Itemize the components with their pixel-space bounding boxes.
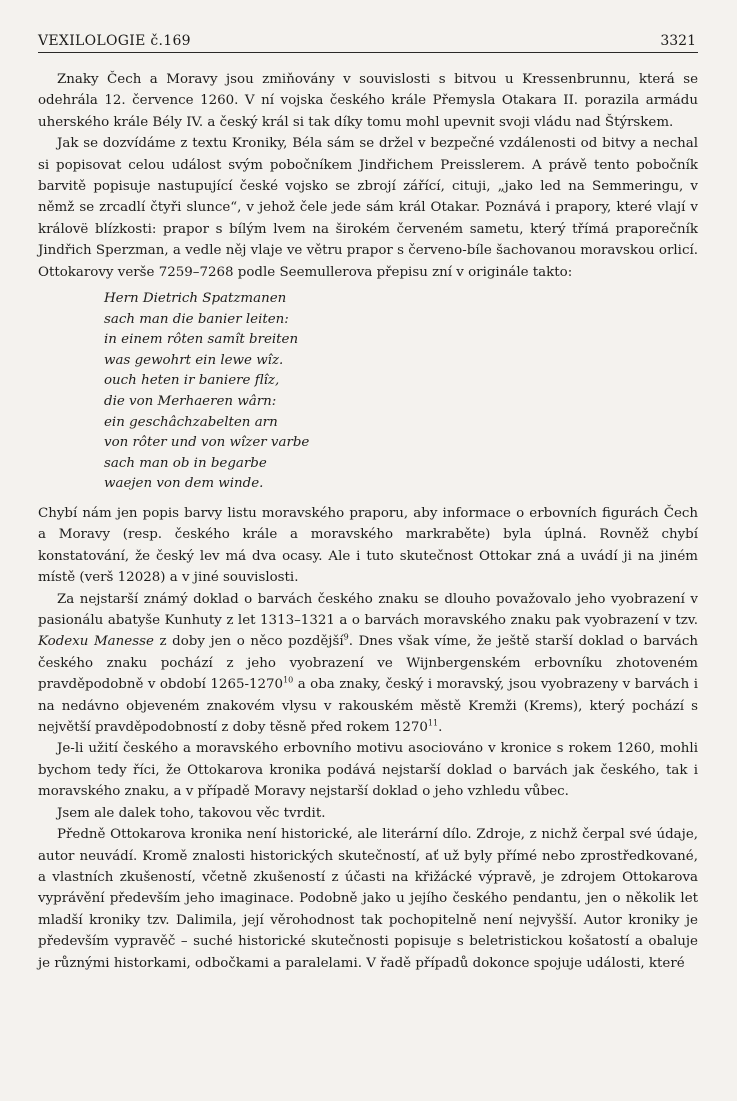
article-body (38, 69, 698, 974)
footnote-ref: 11 (427, 718, 439, 728)
paragraph-4-text: . Dnes však víme, že ještě starší doklad o barvách českého znaku pochází z jeho vyobrazení ve Wijnbergenském erbovníku zhotoveném pravděpodobně v období 1265-1270 (38, 634, 698, 693)
journal-title: VEXILOLOGIE č.169 (38, 33, 191, 49)
paragraph-7: Předně Ottokarova kronika není historické, ale literární dílo. Zdroje, z nichž čerpal své údaje, autor neuvádí. Kromě znalosti historických skutečností, ať už byly přímé nebo zprostředkované, a vlastních zkušeností, včetně zkušeností z účasti na křižácké výpravě, je zdrojem Ottokarova vyprávění především jeho imaginace. Podobně jako u jejího českého pendantu, jen o několik let mladší kroniky tzv. Dalimila, její věrohodnost tak pochopitelně není nejvyšší. Autor kroniky je především vypravěč – suché historické skutečnosti popisuje s beletristickou košatostí a obaluje je různými historkami, odbočkami a paralelami. V řadě případů dokonce spojuje události, které (38, 827, 698, 971)
footnote-ref: 10 (283, 675, 294, 685)
page-number: 3321 (660, 33, 696, 49)
verse-line: Hern Dietrich Spatzmanen (104, 291, 287, 307)
paragraph-4-text: z doby jen o něco pozdější (153, 634, 344, 650)
paragraph-4 (38, 589, 698, 739)
verse-line: ein geschâchzabelten arn (104, 414, 278, 430)
verse-quotation (104, 289, 698, 495)
verse-line: waejen von dem winde. (104, 476, 264, 492)
paragraph-2: Jak se dozvídáme z textu Kroniky, Béla sám se držel v bezpečné vzdálenosti od bitvy a nechal si popisovat celou událost svým pobočníkem Jindřichem Preisslerem. A právě tento pobočník barvitě popisuje nastupující české vojsko se zbrojí zářící, cituji, „jako led na Semmeringu, v němž se zrcadlí čtyři slunce“, v jehož čele jede sám král Otakar. Poznává i prapory, které vlají v královë blízkosti: prapor s bílým lvem na širokém červeném sametu, který třímá praporečník Jindřich Sperzman, a vedle něj vlaje ve větru prapor s červeno-bíle šachovanou moravskou orlicí. Ottokarovy verše 7259–7268 podle Seemullerova přepisu zní v originále takto: (38, 136, 698, 280)
paragraph-4-text: . (438, 720, 443, 736)
verse-line: was gewohrt ein lewe wîz. (104, 352, 284, 368)
paragraph-1: Znaky Čech a Moravy jsou zmiňovány v souvislosti s bitvou u Kressenbrunnu, která se odehrála 12. července 1260. V ní vojska českého krále Přemysla Otakara II. porazila armádu uherského krále Bély IV. a český král si tak díky tomu mohl upevnit svoji vládu nad Štýrskem. (38, 72, 698, 130)
verse-line: sach man die banier leiten: (104, 311, 289, 327)
paragraph-6: Jsem ale dalek toho, takovou věc tvrdit. (57, 805, 326, 821)
kodex-manesse-title: Kodexu Manesse (38, 634, 154, 650)
footnote-ref: 9 (343, 632, 349, 642)
running-header (38, 30, 698, 53)
verse-line: ouch heten ir baniere flîz, (104, 373, 280, 389)
verse-line: sach man ob in begarbe (104, 455, 267, 471)
verse-line: von rôter und von wîzer varbe (104, 435, 310, 451)
paragraph-4-text: a oba znaky, český i moravský, jsou vyobrazeny v barvách i na nedávno objeveném znakovém vlysu v rakouském městě Kremži (Krems), který pochází s největší pravděpodobností z doby těsně před rokem 1270 (38, 677, 698, 736)
verse-line: die von Merhaeren wârn: (104, 394, 277, 410)
verse-line: in einem rôten samît breiten (104, 332, 299, 348)
paragraph-3: Chybí nám jen popis barvy listu moravského praporu, aby informace o erbovních figurách Čech a Moravy (resp. českého krále a moravského markraběte) byla úplná. Rovněž chybí konstatování, že český lev má dva ocasy. Ale i tuto skutečnost Ottokar zná a uvádí ji na jiném místě (verš 12028) a v jiné souvislosti. (38, 506, 698, 586)
paragraph-5: Je-li užití českého a moravského erbovního motivu asociováno v kronice s rokem 1260, mohli bychom tedy říci, že Ottokarova kronika podává nejstarší doklad o barvách jak českého, tak i moravského znaku, a v případě Moravy nejstarší doklad o jeho vzhledu vůbec. (38, 741, 698, 800)
paragraph-4-text: Za nejstarší známý doklad o barvách českého znaku se dlouho považovalo jeho vyobrazení v pasionálu abatyše Kunhuty z let 1313–1321 a o barvách moravského znaku pak vyobrazení v tzv. (38, 591, 698, 629)
